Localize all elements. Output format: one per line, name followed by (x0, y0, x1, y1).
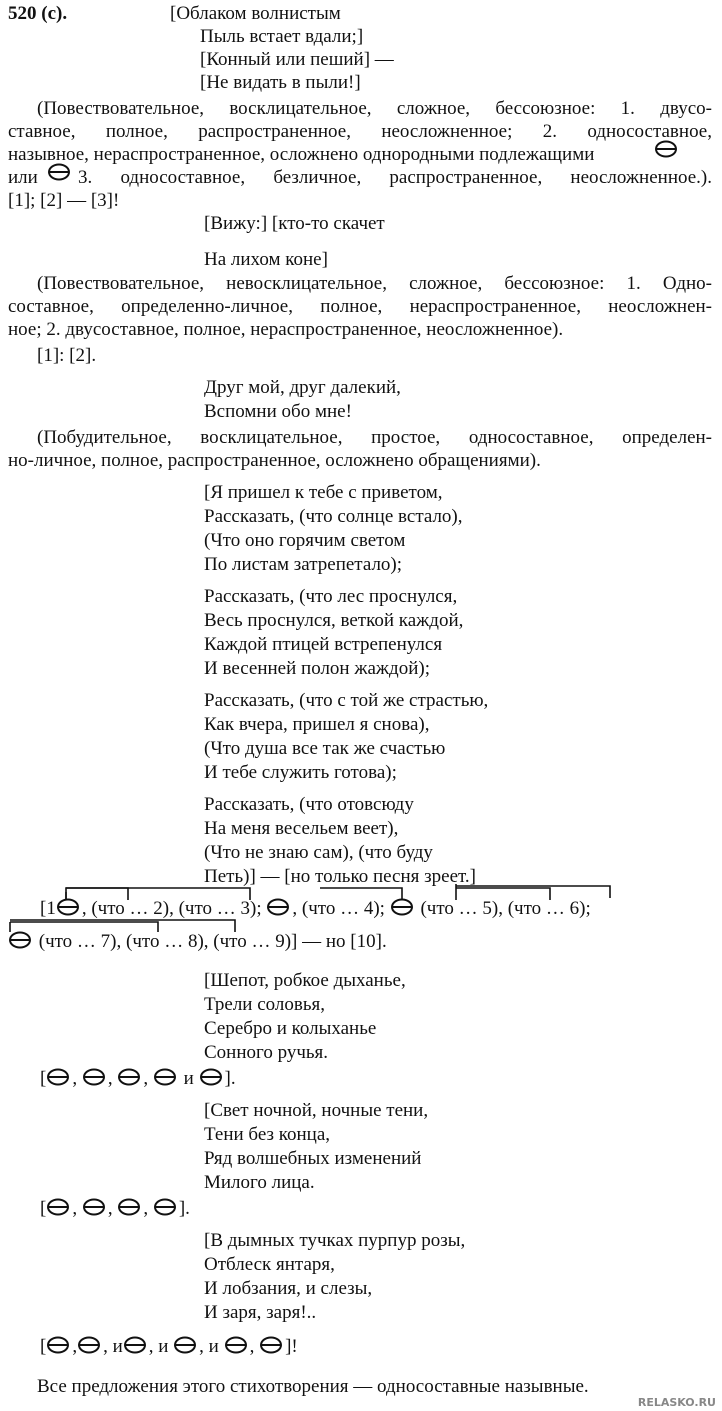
poem-line: Милого лица. (204, 1172, 315, 1193)
scheme-text: [ (40, 1336, 47, 1357)
scheme-line: [ , , и , и , и , ]! (40, 1336, 298, 1357)
subject-symbol-icon (57, 898, 81, 918)
poem-line: Серебро и колыханье (204, 1018, 377, 1039)
subject-symbol-icon (391, 898, 415, 918)
analysis-line: 3. односоставное, безличное, распространенное, неосложненное.). (78, 167, 712, 188)
analysis-line: [1]: [2]. (37, 345, 97, 366)
subject-symbol-icon (48, 163, 72, 183)
scheme-text: , (что … 2), (что … 3); (81, 898, 262, 919)
subject-symbol-icon (200, 1068, 224, 1088)
poem-line: [Я пришел к тебе с приветом, (204, 482, 443, 503)
subject-symbol-icon (47, 1336, 71, 1356)
poem-line: (Что оно горячим светом (204, 530, 406, 551)
scheme-text: [ (40, 1198, 47, 1219)
poem-line: Вспомни обо мне! (204, 401, 352, 422)
poem-line: [В дымных тучках пурпур розы, (204, 1230, 466, 1251)
poem-line: Сонного ручья. (204, 1042, 329, 1063)
analysis-line: назывное, нераспространенное, осложнено однородными подлежащими (8, 144, 595, 165)
subject-symbol-icon (260, 1336, 284, 1356)
poem-line: Рассказать, (что солнце встало), (204, 506, 463, 527)
scheme-line: [ , , , и ]. (40, 1068, 236, 1089)
analysis-line: или (8, 167, 38, 188)
poem-line: Ряд волшебных изменений (204, 1148, 422, 1169)
scheme-text: [1 (40, 898, 56, 919)
poem-line: Рассказать, (что лес проснулся, (204, 586, 458, 607)
poem-line: И заря, заря!.. (204, 1302, 317, 1323)
subject-symbol-icon (267, 898, 291, 918)
subject-symbol-icon (47, 1068, 71, 1088)
scheme-text: и (208, 1336, 219, 1357)
poem-line: [Вижу:] [кто-то скачет (204, 213, 385, 234)
scheme-text: и (183, 1068, 194, 1089)
poem-line: Трели соловья, (204, 994, 326, 1015)
poem-line: Каждой птицей встрепенулся (204, 634, 443, 655)
subject-symbol-icon (655, 140, 679, 160)
analysis-line: [1]; [2] — [3]! (8, 190, 120, 211)
poem-line: Тени без конца, (204, 1124, 331, 1145)
poem-line: На меня весельем веет), (204, 818, 399, 839)
scheme-text: ]. (178, 1198, 190, 1219)
subject-symbol-icon (83, 1198, 107, 1218)
poem-line: Друг мой, друг далекий, (204, 377, 401, 398)
subject-symbol-icon (47, 1198, 71, 1218)
exercise-number: 520 (с). (8, 3, 68, 24)
poem-line: (Что не знаю сам), (что буду (204, 842, 433, 863)
scheme-text: (что … 5), (что … 6); (415, 898, 591, 919)
poem-line: На лихом коне] (204, 249, 328, 270)
conclusion: Все предложения этого стихотворения — односоставные назывные. (37, 1376, 589, 1397)
watermark: RELASKO.RU (637, 1396, 716, 1409)
subject-symbol-icon (174, 1336, 198, 1356)
scheme-text: (что … 7), (что … 8), (что … 9)] — но [10]. (34, 931, 387, 952)
scheme-text: и (158, 1336, 169, 1357)
subject-symbol-icon (154, 1198, 178, 1218)
scheme-line (40, 898, 591, 920)
analysis-line: (Повествовательное, восклицательное, сложное, бессоюзное: 1. двусо- (37, 98, 712, 119)
poem-line: И лобзания, и слезы, (204, 1278, 373, 1299)
poem-line: И тебе служить готова); (204, 762, 397, 783)
analysis-line: составное, определенно-личное, полное, нераспространенное, неосложнен- (8, 296, 712, 317)
scheme-line: [ , , , ]. (40, 1198, 190, 1219)
subject-symbol-icon (78, 1336, 102, 1356)
analysis-line: но-личное, полное, распространенное, осложнено обращениями). (8, 450, 541, 471)
poem-line: Пыль встает вдали;] (200, 26, 364, 47)
poem-line: Рассказать, (что отовсюду (204, 794, 414, 815)
poem-line: Отблеск янтаря, (204, 1254, 335, 1275)
poem-line: Петь)] — [но только песня зреет.] (204, 866, 476, 887)
subject-symbol-icon (118, 1068, 142, 1088)
poem-line: [Не видать в пыли!] (200, 72, 361, 93)
subject-symbol-icon (118, 1198, 142, 1218)
scheme-text: и (112, 1336, 123, 1357)
poem-line: (Что душа все так же счастью (204, 738, 446, 759)
analysis-line: ное; 2. двусоставное, полное, нераспространенное, неосложненное). (8, 319, 564, 340)
analysis-line: (Повествовательное, невосклицательное, сложное, бессоюзное: 1. Одно- (37, 273, 712, 294)
poem-line: [Конный или пеший] — (200, 49, 394, 70)
poem-line: Как вчера, пришел я снова), (204, 714, 430, 735)
poem-line: [Свет ночной, ночные тени, (204, 1100, 429, 1121)
analysis-line: (Побудительное, восклицательное, простое, односоставное, определен- (37, 427, 712, 448)
poem-line: По листам затрепетало); (204, 554, 403, 575)
analysis-line: ставное, полное, распространенное, неосложненное; 2. односоставное, (8, 121, 712, 142)
poem-line: [Шепот, робкое дыханье, (204, 970, 406, 991)
scheme-text: ]! (285, 1336, 298, 1357)
scheme-line (8, 931, 387, 953)
poem-line: Рассказать, (что с той же страстью, (204, 690, 489, 711)
scheme-text: , (что … 4); (292, 898, 385, 919)
subject-symbol-icon (154, 1068, 178, 1088)
poem-line: Весь проснулся, веткой каждой, (204, 610, 464, 631)
poem-line: И весенней полон жаждой); (204, 658, 430, 679)
subject-symbol-icon (124, 1336, 148, 1356)
subject-symbol-icon (225, 1336, 249, 1356)
scheme-text: ]. (224, 1068, 236, 1089)
scheme-text: [ (40, 1068, 47, 1089)
subject-symbol-icon (83, 1068, 107, 1088)
subject-symbol-icon (9, 931, 33, 951)
poem-line: [Облаком волнистым (170, 3, 341, 24)
